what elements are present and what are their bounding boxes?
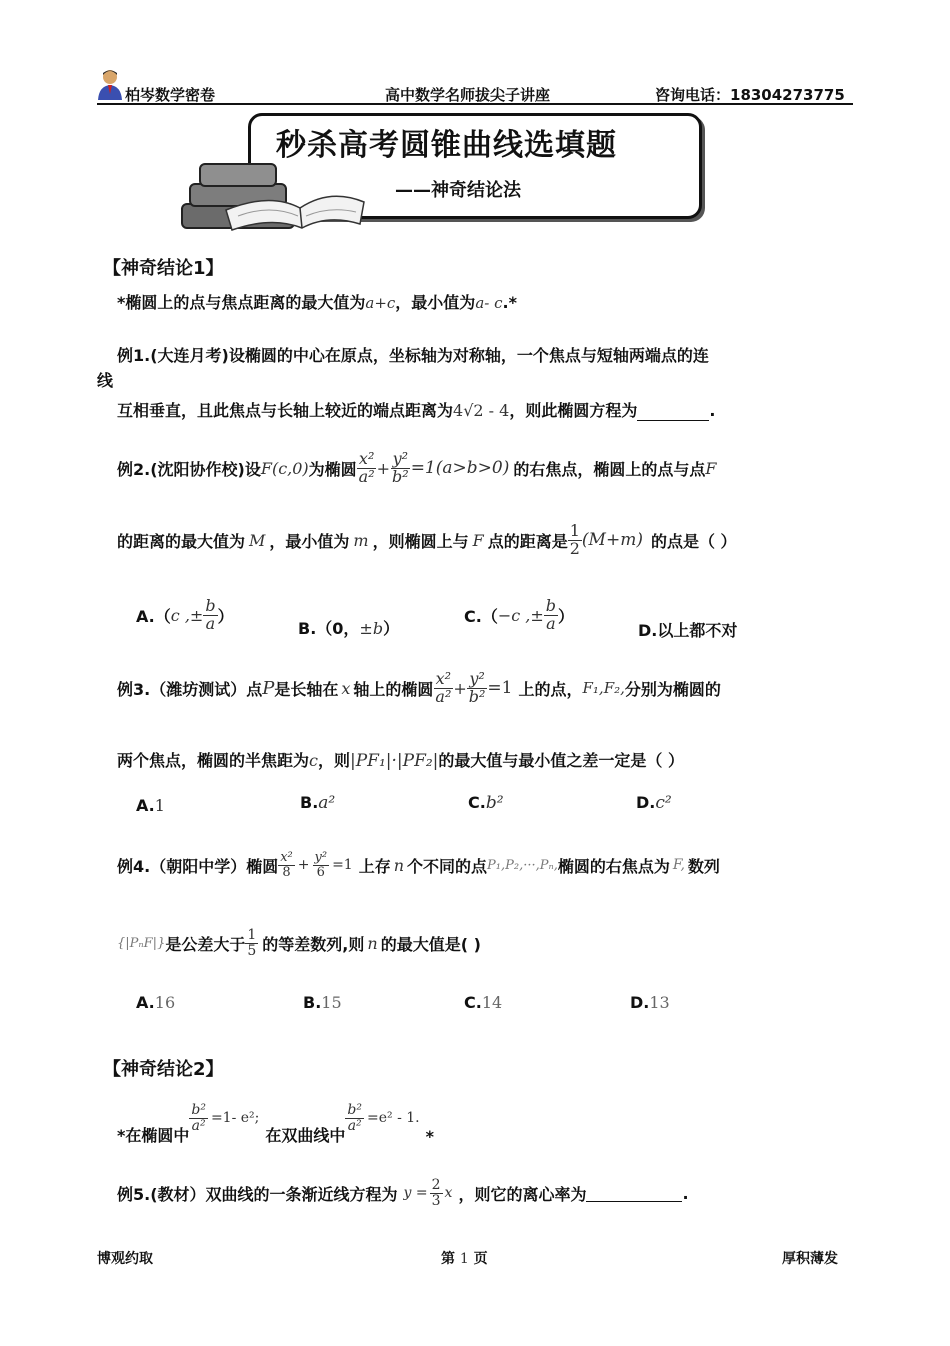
- example2-choice-d[interactable]: D.以上都不对: [638, 621, 738, 640]
- example1-line1b: 线: [97, 371, 114, 390]
- answer-blank[interactable]: [637, 404, 709, 421]
- page-title: 秒杀高考圆锥曲线选填题: [276, 128, 617, 163]
- books-icon: [178, 158, 368, 232]
- section2-conclusion: *在椭圆中 $\frac{\text{b²}}{\text{a²}}$ =1- e²; 在双曲线中 $\frac{\text{b²}}{\text{a²}}$ =e² - 1. *: [117, 1101, 434, 1146]
- footer-page: 第 1 页: [441, 1251, 488, 1267]
- example5-line: 例5.(教材）双曲线的一条渐近线方程为 y = $\frac{2}{3}$ x ，则它的离心率为 .: [117, 1176, 689, 1209]
- section2-heading: 【神奇结论2】: [103, 1059, 224, 1080]
- example3-choice-d[interactable]: D.c²: [636, 793, 672, 813]
- answer-blank[interactable]: [586, 1185, 682, 1202]
- header-left: 柏岑数学密卷: [125, 86, 216, 104]
- example2-line2: 的距离的最大值为 M ，最小值为 m ，则椭圆上与 F 点的距离是 $\frac{1}{2}$ (M+m) 的点是（ ）: [117, 520, 737, 558]
- example2-choice-c[interactable]: C.（ −c ,± $\frac{b}{a}$ ）: [464, 595, 575, 633]
- example4-choice-d[interactable]: D.13: [630, 993, 670, 1012]
- example3-choice-b[interactable]: B.a²: [300, 793, 336, 813]
- example2-choice-a[interactable]: A.（ c ,± $\frac{b}{a}$ ）: [136, 595, 234, 633]
- example3-line1: 例3.（潍坊测试）点 P 是长轴在 x 轴上的椭圆 $\frac{\text{x²}}{\text{a²}}$ + $\frac{\text{y²}}{\text{b²}}$ =1 上的点， F₁,F₂, 分别为椭圆的: [117, 668, 721, 706]
- example4-line1: 例4.（朝阳中学）椭圆 $\frac{\text{x²}}{8}$ + $\frac{\text{y²}}{6}$ =1 上存 n 个不同的点 P₁,P₂,···,Pₙ, 椭圆的右焦点为 F, 数列: [117, 849, 720, 880]
- example1-line1: 例1.(大连月考)设椭圆的中心在原点，坐标轴为对称轴，一个焦点与短轴两端点的连: [117, 346, 709, 365]
- example2-choice-b[interactable]: B.（0，±b）: [298, 619, 400, 638]
- page-subtitle: ——神奇结论法: [395, 180, 521, 201]
- example4-line2: {|PₙF|} 是公差大于 $\frac{1}{5}$ 的等差数列,则 n 的最大值是( ): [117, 926, 481, 959]
- example4-choice-a[interactable]: A.16: [136, 993, 176, 1012]
- example3-line2: 两个焦点，椭圆的半焦距为c，则|PF₁|·|PF₂|的最大值与最小值之差一定是（ ）: [117, 751, 684, 771]
- example4-choice-c[interactable]: C.14: [464, 993, 503, 1012]
- section1-heading: 【神奇结论1】: [103, 258, 224, 279]
- example3-choice-c[interactable]: C.b²: [468, 793, 504, 813]
- example4-choice-b[interactable]: B.15: [303, 993, 342, 1012]
- footer-right: 厚积薄发: [782, 1251, 838, 1267]
- example1-line2: 互相垂直，且此焦点与长轴上较近的端点距离为4√2 - 4，则此椭圆方程为 .: [117, 401, 716, 420]
- header-center: 高中数学名师拔尖子讲座: [385, 86, 551, 104]
- footer-left: 博观约取: [97, 1251, 153, 1267]
- avatar: [97, 68, 123, 100]
- header-right: 咨询电话：18304273775: [655, 86, 845, 104]
- section1-conclusion: *椭圆上的点与焦点距离的最大值为a+c，最小值为a- c.*: [117, 293, 517, 312]
- example2-line1: 例2.(沈阳协作校)设 F(c,0) 为椭圆 $\frac{\text{x²}}{\text{a²}}$ + $\frac{\text{y²}}{\text{b²}}$ =1(a>b>0) 的右焦点，椭圆上的点与点 F: [117, 448, 717, 486]
- example3-choice-a[interactable]: A.1: [136, 796, 165, 815]
- header-rule: [97, 103, 853, 105]
